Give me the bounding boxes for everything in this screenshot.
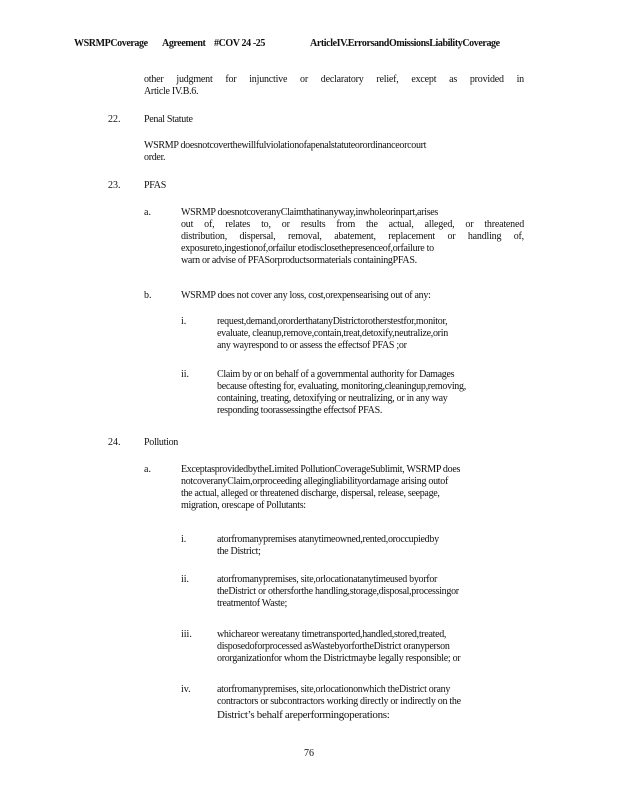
section-24-number: 24.: [108, 437, 121, 448]
section-23a-line-2: out of, relates to, or results from the actual, alleged, or threatened: [181, 219, 524, 230]
header-left: WSRMPCoverage: [74, 38, 148, 49]
section-24-iv-line-2: contractors or subcontractors working directly or indirectly on the: [217, 696, 461, 707]
section-23b-i-label: i.: [181, 316, 187, 327]
section-23a-line-1: WSRMP doesnotcoveranyClaimthatinanyway,inwholeorinpart,arises: [181, 207, 439, 218]
page-number: 76: [304, 748, 314, 759]
section-23b-ii-line-1: Claim by or on behalf of a governmental authority for Damages: [217, 369, 455, 380]
section-23b-label: b.: [144, 290, 152, 301]
section-23b-ii-line-3: containing, treating, detoxifying or neutralizing, or in any way: [217, 393, 448, 404]
section-23b-i-line-3: any wayrespond to or assess the effectsof PFAS ;or: [217, 340, 407, 351]
section-24-iv-line-3: District’s behalf areperformingoperations:: [217, 709, 390, 721]
section-23-title: PFAS: [144, 180, 166, 191]
section-24-title: Pollution: [144, 437, 178, 448]
section-23b-ii-line-4: responding toorassessingthe effectsof PFAS.: [217, 405, 383, 416]
header-contract-number: #COV 24 -25: [214, 38, 265, 49]
section-24-ii-line-3: treatmentof Waste;: [217, 598, 287, 609]
section-24-i-line-2: the District;: [217, 546, 261, 557]
section-24a-label: a.: [144, 464, 151, 475]
section-24-ii-line-1: atorfromanypremises, site,orlocationatanytimeused byorfor: [217, 574, 438, 585]
section-24-i-label: i.: [181, 534, 187, 545]
section-22-title: Penal Statute: [144, 114, 193, 125]
section-23b-i-line-2: evaluate, cleanup,remove,contain,treat,detoxify,neutralize,orin: [217, 328, 448, 339]
section-22-line-1: WSRMP doesnotcoverthewillfulviolationofapenalstatuteorordinanceorcourt: [144, 140, 427, 151]
section-24-iii-line-1: whichareor wereatany timetransported,handled,stored,treated,: [217, 629, 447, 640]
intro-line-1: other judgment for injunctive or declaratory relief, except as provided in: [144, 74, 524, 85]
section-24-iii-line-3: ororganizationfor whom the Districtmaybe legally responsible; or: [217, 653, 461, 664]
section-23b-line-1: WSRMP does not cover any loss, cost,orexpensearising out of any:: [181, 290, 431, 301]
section-24-ii-line-2: theDistrict or othersforthe handling,storage,disposal,processingor: [217, 586, 459, 597]
section-23b-ii-line-2: because oftesting for, evaluating, monitoring,cleaningup,removing,: [217, 381, 466, 392]
section-24a-line-2: notcoveranyClaim,orproceeding allegingliabilityordamage arising outof: [181, 476, 448, 487]
section-23a-line-5: warn or advise of PFASorproductsormaterials containingPFAS.: [181, 255, 417, 266]
section-23a-line-3: distribution, dispersal, removal, abatement, replacement or handling of,: [181, 231, 524, 242]
section-24a-line-4: migration, orescape of Pollutants:: [181, 500, 306, 511]
section-23a-label: a.: [144, 207, 151, 218]
section-24-ii-label: ii.: [181, 574, 190, 585]
header-agreement: Agreement: [162, 38, 206, 49]
header-article: ArticleIV.ErrorsandOmissionsLiabilityCoverage: [310, 38, 500, 49]
section-24a-line-3: the actual, alleged or threatened discharge, dispersal, release, seepage,: [181, 488, 440, 499]
section-23b-i-line-1: request,demand,ororderthatanyDistrictorotherstestfor,monitor,: [217, 316, 448, 327]
section-24-iv-label: iv.: [181, 684, 191, 695]
section-24-i-line-1: atorfromanypremises atanytimeowned,rented,oroccupiedby: [217, 534, 439, 545]
section-23-number: 23.: [108, 180, 121, 191]
section-22-number: 22.: [108, 114, 121, 125]
section-24a-line-1: ExceptasprovidedbytheLimited PollutionCoverageSublimit, WSRMP does: [181, 464, 461, 475]
section-24-iv-line-1: atorfromanypremises, site,orlocationonwhich theDistrict orany: [217, 684, 451, 695]
section-23a-line-4: exposureto,ingestionof,orfailur etodisclosethepresenceof,orfailure to: [181, 243, 434, 254]
section-24-iii-line-2: disposedoforprocessed asWastebyorfortheDistrict oranyperson: [217, 641, 450, 652]
intro-line-2: Article IV.B.6.: [144, 86, 199, 97]
section-24-iii-label: iii.: [181, 629, 192, 640]
section-23b-ii-label: ii.: [181, 369, 190, 380]
section-22-line-2: order.: [144, 152, 166, 163]
